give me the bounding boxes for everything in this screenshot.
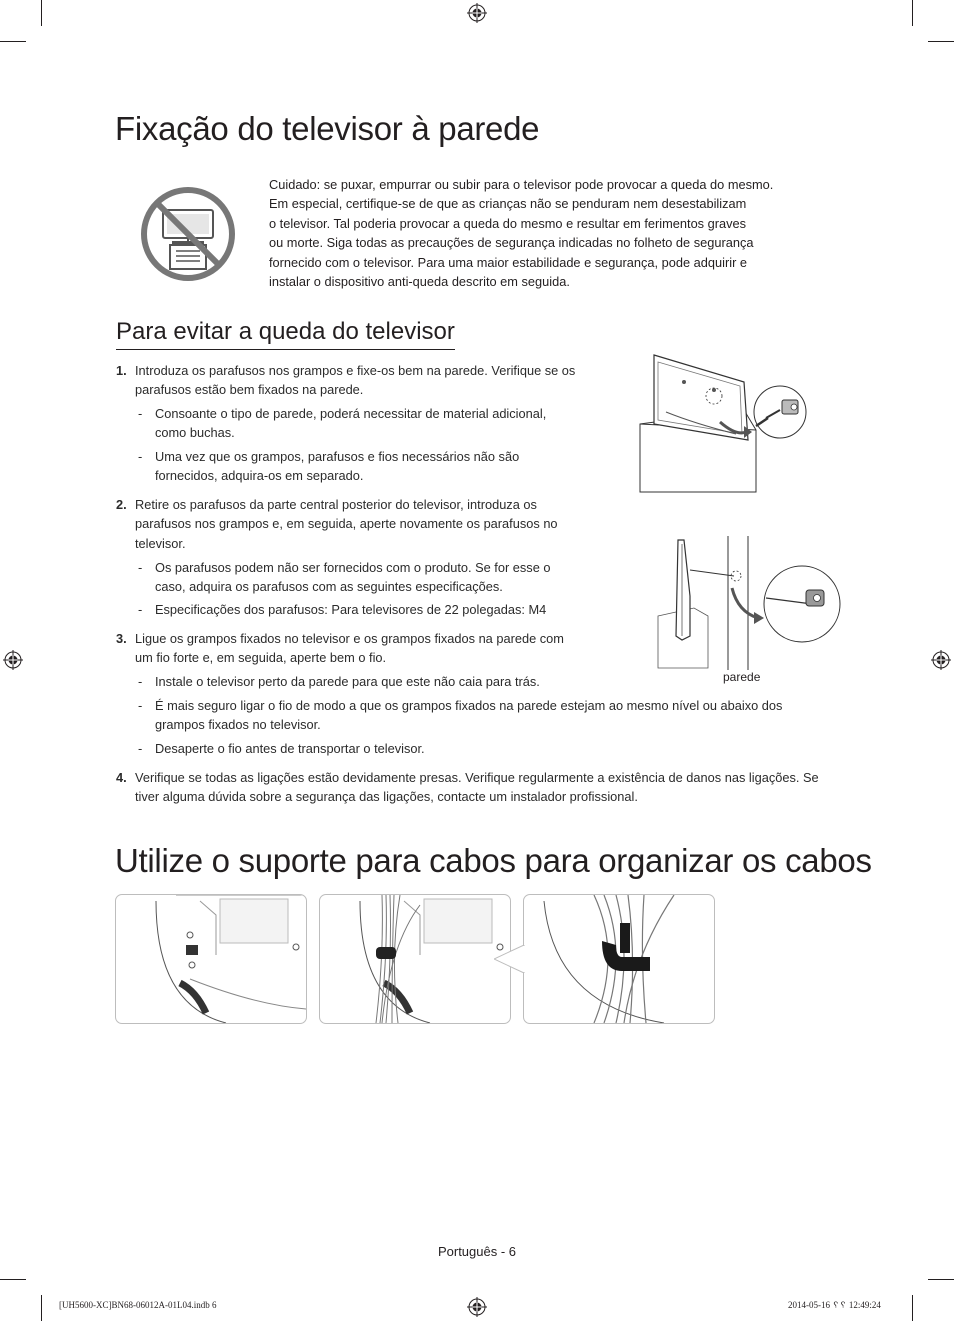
- step-note: - Uma vez que os grampos, parafusos e fios necessários não são fornecidos, adquira-os em separado.: [138, 447, 519, 486]
- no-climbing-warning-icon: [138, 184, 238, 284]
- note-line: É mais seguro ligar o fio de modo a que os grampos fixados na parede estejam ao mesmo nível ou abaixo dos: [155, 698, 783, 713]
- step-note: - Instale o televisor perto da parede para que este não caia para trás.: [138, 672, 540, 691]
- step-note: - Os parafusos podem não ser fornecidos com o produto. Se for esse o caso, adquira os parafusos com as seguintes especificações.: [138, 558, 551, 597]
- step-line: Verifique se todas as ligações estão devidamente presas. Verifique regularmente a existência de danos nas ligações. Se: [135, 770, 819, 785]
- crop-mark: [912, 0, 913, 26]
- note-line: Uma vez que os grampos, parafusos e fios necessários não são: [155, 449, 520, 464]
- cable-section-title: Utilize o suporte para cabos para organizar os cabos: [115, 842, 872, 879]
- crop-mark: [928, 41, 954, 42]
- step-number: 2.: [116, 497, 127, 512]
- cable-clip-illustration: [320, 895, 510, 1023]
- note-line: Os parafusos podem não ser fornecidos com o produto. Se for esse o: [155, 560, 551, 575]
- step-line: televisor.: [135, 535, 186, 551]
- registration-mark-icon: [931, 650, 951, 670]
- registration-mark-icon: [467, 1297, 487, 1317]
- note-line: Consoante o tipo de parede, poderá necessitar de material adicional,: [155, 406, 547, 421]
- step-3: [116, 629, 564, 668]
- page-footer: Português - 6: [437, 1244, 517, 1259]
- step-number: 1.: [116, 363, 127, 378]
- step-number: 4.: [116, 770, 127, 785]
- cable-clip-closeup-illustration: [524, 895, 714, 1023]
- page-title: Fixação do televisor à parede: [115, 110, 540, 147]
- note-line: Instale o televisor perto da parede para que este não caia para trás.: [155, 674, 540, 689]
- step-line: Introduza os parafusos nos grampos e fixe-os bem na parede. Verifique se os: [135, 363, 576, 378]
- step-note: - Consoante o tipo de parede, poderá necessitar de material adicional, como buchas.: [138, 404, 546, 443]
- registration-mark-icon: [3, 650, 23, 670]
- note-line: fornecidos, adquira-os em separado.: [155, 468, 364, 484]
- step-4: [116, 768, 819, 807]
- caution-line: fornecido com o televisor. Para uma maior estabilidade e segurança, pode adquirir e: [269, 254, 748, 270]
- wall-wire-illustration: [654, 536, 844, 670]
- print-slug-right: 2014-05-16 ␦␦ 12:49:24: [788, 1300, 881, 1310]
- note-line: Especificações dos parafusos: Para televisores de 22 polegadas: M4: [155, 602, 547, 617]
- step-line: Retire os parafusos da parte central posterior do televisor, introduza os: [135, 497, 537, 512]
- crop-mark: [0, 1279, 26, 1280]
- section-subheading: Para evitar a queda do televisor: [116, 318, 455, 350]
- crop-mark: [0, 41, 26, 42]
- print-slug-left: [UH5600-XC]BN68-06012A-01L04.indb 6: [59, 1300, 217, 1310]
- caution-line: ou morte. Siga todas as precauções de segurança indicadas no folheto de segurança: [269, 235, 754, 251]
- step-line: parafusos estão bem fixados na parede.: [135, 382, 364, 398]
- note-line: grampos fixados no televisor.: [155, 717, 321, 733]
- tv-clamp-illustration: [636, 352, 811, 494]
- registration-mark-icon: [467, 3, 487, 23]
- note-line: como buchas.: [155, 425, 235, 441]
- caution-line: Cuidado: se puxar, empurrar ou subir para o televisor pode provocar a queda do mesmo.: [269, 177, 774, 192]
- cable-holder-panel-3: [523, 894, 715, 1024]
- step-line: parafusos nos grampos e, em seguida, aperte novamente os parafusos no: [135, 516, 558, 532]
- caution-line: instalar o dispositivo anti-queda descrito em seguida.: [269, 274, 570, 290]
- step-line: tiver alguma dúvida sobre a segurança das ligações, contacte um instalador profissional.: [135, 789, 638, 805]
- crop-mark: [928, 1279, 954, 1280]
- step-line: Ligue os grampos fixados no televisor e os grampos fixados na parede com: [135, 631, 564, 646]
- tv-back-illustration: [116, 895, 306, 1023]
- step-1: [116, 361, 575, 400]
- caution-line: o televisor. Tal poderia provocar a queda do mesmo e resultar em ferimentos graves: [269, 215, 747, 231]
- step-2: [116, 495, 558, 553]
- crop-mark: [41, 1295, 42, 1321]
- cable-holder-panel-1: [115, 894, 307, 1024]
- step-note: - Desaperte o fio antes de transportar o televisor.: [138, 739, 425, 758]
- step-note: - É mais seguro ligar o fio de modo a que os grampos fixados na parede estejam ao mesmo nível ou abaixo dos grampos fixados no televisor.: [138, 696, 782, 735]
- step-number: 3.: [116, 631, 127, 646]
- wall-label: parede: [723, 670, 761, 684]
- step-note: - Especificações dos parafusos: Para televisores de 22 polegadas: M4: [138, 600, 546, 619]
- crop-mark: [912, 1295, 913, 1321]
- crop-mark: [41, 0, 42, 26]
- step-line: um fio forte e, em seguida, aperte bem o fio.: [135, 650, 387, 666]
- caution-paragraph: [269, 175, 829, 291]
- note-line: Desaperte o fio antes de transportar o televisor.: [155, 741, 425, 756]
- caution-line: Em especial, certifique-se de que as crianças não se penduram nem desestabilizam: [269, 196, 747, 212]
- callout-pointer: [494, 945, 526, 973]
- note-line: caso, adquira os parafusos com as seguintes especificações.: [155, 579, 503, 595]
- cable-holder-panel-2: [319, 894, 511, 1024]
